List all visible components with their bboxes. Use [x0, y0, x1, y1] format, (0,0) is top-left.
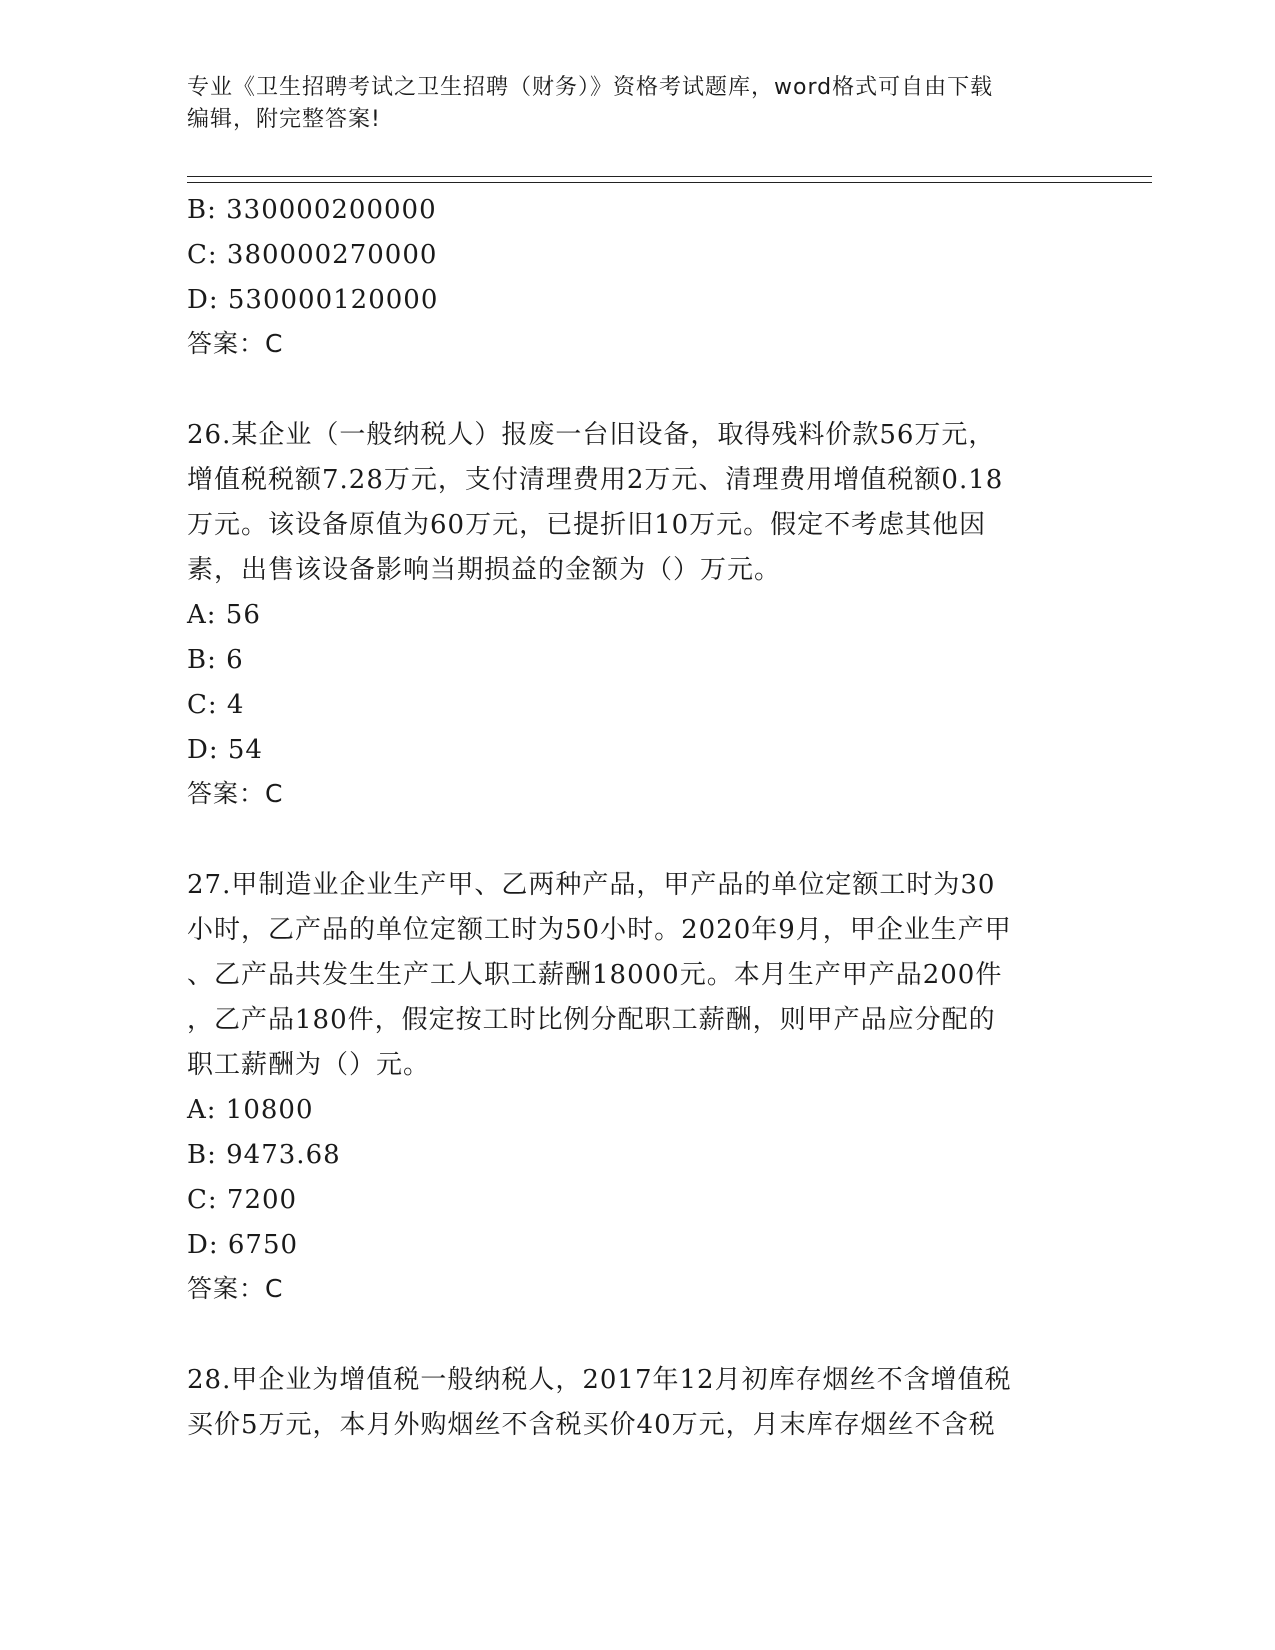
header-line-1: 专业《卫生招聘考试之卫生招聘（财务）》资格考试题库，word格式可自由下载	[187, 75, 994, 100]
option-c: C: 380000270000	[187, 240, 438, 270]
option-b: B: 6	[187, 645, 244, 675]
question-line: 27.甲制造业企业生产甲、乙两种产品，甲产品的单位定额工时为30	[187, 870, 996, 900]
option-a: A: 56	[187, 600, 261, 630]
option-c: C: 4	[187, 690, 245, 720]
question-line: 素，出售该设备影响当期损益的金额为（）万元。	[187, 555, 782, 585]
header-divider-bottom	[187, 182, 1152, 183]
question-line: 万元。该设备原值为60万元，已提折旧10万元。假定不考虑其他因	[187, 510, 987, 540]
option-d: D: 54	[187, 735, 263, 765]
question-line: 小时，乙产品的单位定额工时为50小时。2020年9月，甲企业生产甲	[187, 915, 1012, 945]
option-a: A: 10800	[187, 1095, 314, 1125]
option-d: D: 6750	[187, 1230, 299, 1260]
question-line: 增值税税额7.28万元，支付清理费用2万元、清理费用增值税额0.18	[187, 465, 1004, 495]
option-b: B: 9473.68	[187, 1140, 341, 1170]
question-line: 买价5万元，本月外购烟丝不含税买价40万元，月末库存烟丝不含税	[187, 1410, 996, 1440]
header-line-2: 编辑，附完整答案!	[187, 107, 381, 132]
answer: 答案：C	[187, 1274, 284, 1303]
option-b: B: 330000200000	[187, 195, 437, 225]
answer: 答案：C	[187, 779, 284, 808]
question-line: 26.某企业（一般纳税人）报废一台旧设备，取得残料价款56万元，	[187, 420, 996, 450]
answer: 答案：C	[187, 329, 284, 358]
option-c: C: 7200	[187, 1185, 298, 1215]
option-d: D: 530000120000	[187, 285, 439, 315]
question-line: ，乙产品180件，假定按工时比例分配职工薪酬，则甲产品应分配的	[187, 1005, 996, 1035]
header-divider-top	[187, 176, 1152, 177]
document-header	[187, 72, 1087, 136]
question-line: 、乙产品共发生生产工人职工薪酬18000元。本月生产甲产品200件	[187, 960, 1003, 990]
question-line: 职工薪酬为（）元。	[187, 1050, 431, 1080]
question-line: 28.甲企业为增值税一般纳税人，2017年12月初库存烟丝不含增值税	[187, 1365, 1012, 1395]
